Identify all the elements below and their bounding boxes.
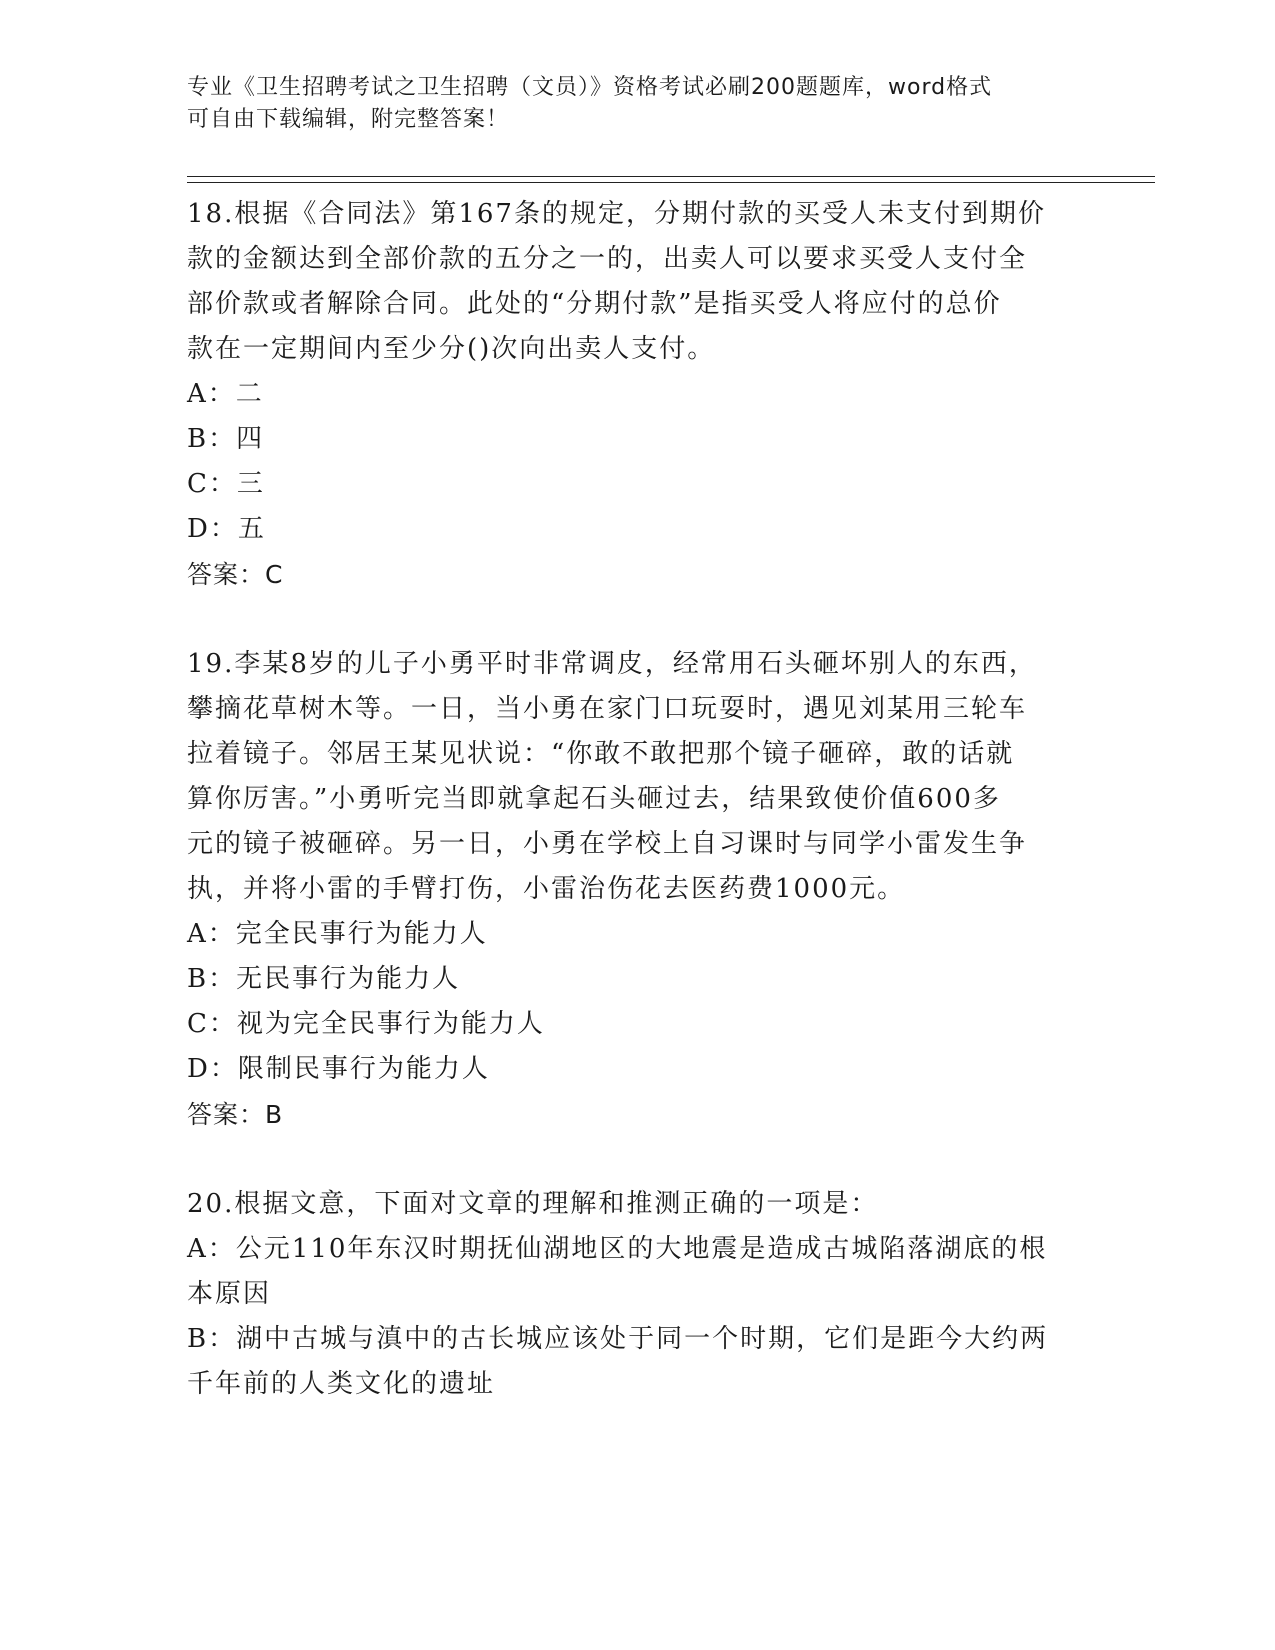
option-c: C：视为完全民事行为能力人	[187, 1009, 545, 1039]
question-text-line: 元的镜子被砸碎。另一日，小勇在学校上自习课时与同学小雷发生争	[187, 829, 1028, 859]
header-line-2: 可自由下载编辑，附完整答案！	[187, 107, 510, 132]
question-text-line: 19.李某8岁的儿子小勇平时非常调皮，经常用石头砸坏别人的东西，	[187, 649, 1037, 679]
option-b: B：四	[187, 424, 265, 454]
question-spacer	[187, 1137, 1087, 1182]
question-text-line: 攀摘花草树木等。一日，当小勇在家门口玩耍时，遇见刘某用三轮车	[187, 694, 1028, 724]
question-list	[187, 192, 1087, 1407]
header-divider-bottom	[187, 182, 1155, 183]
question-text-line: 20.根据文意，下面对文章的理解和推测正确的一项是：	[187, 1189, 879, 1219]
document-header	[187, 72, 1087, 136]
option-d: D：五	[187, 514, 266, 544]
question-text-line: 算你厉害。”小勇听完当即就拿起石头砸过去，结果致使价值600多	[187, 784, 1001, 814]
question-19	[187, 642, 1087, 1137]
header-divider-top	[187, 176, 1155, 177]
question-text-line: 款在一定期间内至少分()次向出卖人支付。	[187, 334, 716, 364]
question-text-line: 18.根据《合同法》第167条的规定，分期付款的买受人未支付到期价	[187, 199, 1046, 229]
question-text-line: 拉着镜子。邻居王某见状说：“你敢不敢把那个镜子砸碎，敢的话就	[187, 739, 1015, 769]
option-b-line: B：湖中古城与滇中的古长城应该处于同一个时期，它们是距今大约两	[187, 1324, 1049, 1354]
option-a: A：完全民事行为能力人	[187, 919, 488, 949]
option-a-line: 本原因	[187, 1279, 272, 1309]
option-d: D：限制民事行为能力人	[187, 1054, 490, 1084]
header-line-1: 专业《卫生招聘考试之卫生招聘（文员）》资格考试必刷200题题库，word格式	[187, 75, 993, 100]
question-text-line: 款的金额达到全部价款的五分之一的，出卖人可以要求买受人支付全	[187, 244, 1028, 274]
option-a: A：二	[187, 379, 264, 409]
question-18	[187, 192, 1087, 597]
answer: 答案：B	[187, 1100, 284, 1129]
option-b: B：无民事行为能力人	[187, 964, 461, 994]
option-b-line: 千年前的人类文化的遗址	[187, 1369, 496, 1399]
question-20	[187, 1182, 1087, 1407]
option-c: C：三	[187, 469, 265, 499]
question-text-line: 执，并将小雷的手臂打伤，小雷治伤花去医药费1000元。	[187, 874, 906, 904]
question-text-line: 部价款或者解除合同。此处的“分期付款”是指买受人将应付的总价	[187, 289, 1002, 319]
question-spacer	[187, 597, 1087, 642]
option-a-line: A：公元110年东汉时期抚仙湖地区的大地震是造成古城陷落湖底的根	[187, 1234, 1048, 1264]
answer: 答案：C	[187, 560, 284, 589]
